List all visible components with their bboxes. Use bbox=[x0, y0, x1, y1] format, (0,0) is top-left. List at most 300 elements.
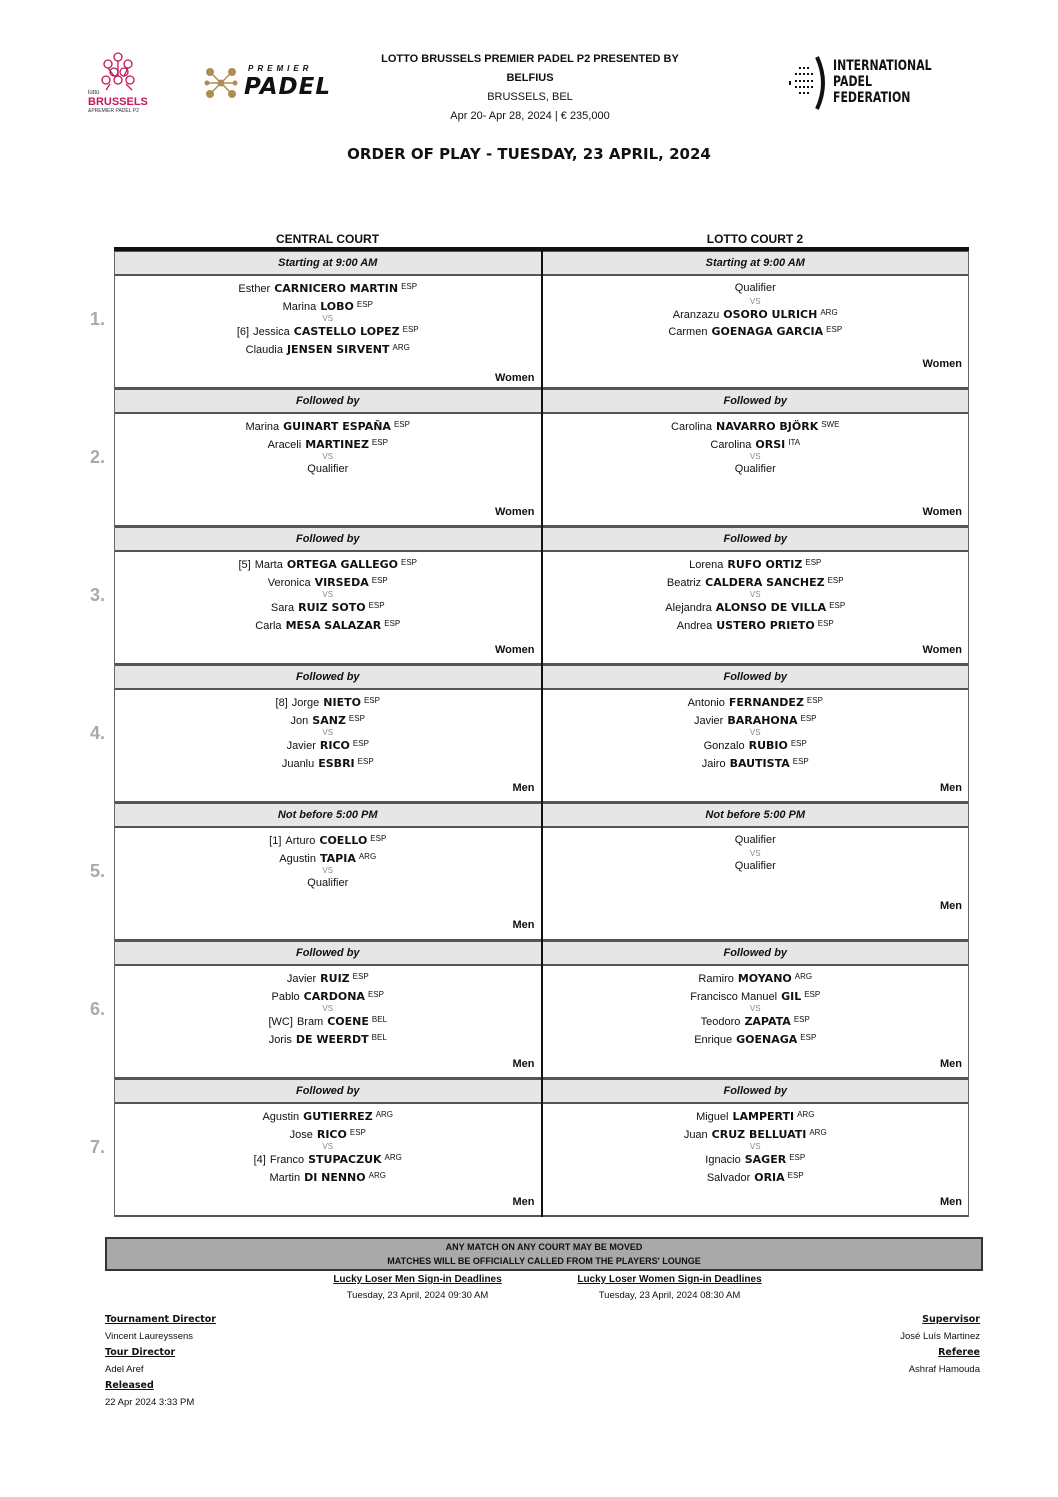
player-first-name: Agustin bbox=[262, 1111, 300, 1123]
player-country: ESP bbox=[401, 558, 418, 567]
player-country: ESP bbox=[829, 601, 846, 610]
slot-row bbox=[90, 251, 969, 389]
player-first-name: Teodoro bbox=[700, 1016, 741, 1028]
player-line bbox=[115, 712, 541, 730]
lucky-loser-men-deadline: Tuesday, 23 April, 2024 09:30 AM bbox=[346, 1290, 489, 1301]
player-country: ESP bbox=[790, 739, 807, 748]
player-line bbox=[115, 574, 541, 592]
player-country: ESP bbox=[806, 696, 823, 705]
vs-separator: VS bbox=[749, 296, 761, 306]
qualifier-placeholder: Qualifier bbox=[734, 282, 776, 294]
player-country: SWE bbox=[821, 420, 840, 429]
player-country: ESP bbox=[349, 1127, 366, 1137]
player-first-name: Agustin bbox=[279, 852, 316, 865]
central-court-match bbox=[114, 1079, 543, 1217]
tour-director-label: Tour Director bbox=[105, 1347, 176, 1358]
player-first-name: Aranzazu bbox=[672, 308, 720, 321]
player-line bbox=[543, 1108, 969, 1126]
brussels-logo bbox=[86, 50, 164, 116]
match-lines bbox=[115, 966, 541, 1048]
player-last-name: GOENAGA bbox=[736, 1032, 798, 1046]
player-country: BEL bbox=[371, 1032, 387, 1042]
match-time-bar: Not before 5:00 PM bbox=[115, 803, 541, 828]
player-country: ARG bbox=[384, 1153, 402, 1162]
slot-row bbox=[90, 1079, 969, 1217]
player-line bbox=[543, 574, 969, 592]
player-last-name: RUFO ORTIZ bbox=[727, 558, 803, 571]
player-line bbox=[543, 712, 969, 730]
vs-separator: VS bbox=[322, 314, 334, 323]
player-first-name: Esther bbox=[238, 283, 271, 295]
player-first-name: Marina bbox=[282, 300, 317, 313]
player-country: ESP bbox=[826, 325, 843, 334]
logo-lotto-text: lotto bbox=[88, 90, 100, 96]
tournament-location: BRUSSELS, BEL bbox=[487, 91, 573, 103]
player-last-name: ORSI bbox=[755, 437, 786, 451]
slot-row bbox=[90, 665, 969, 803]
player-line bbox=[115, 755, 541, 773]
player-last-name: VIRSEDA bbox=[314, 575, 369, 589]
tournament-director-label: Tournament Director bbox=[105, 1314, 216, 1325]
player-first-name: Beatriz bbox=[666, 576, 702, 589]
player-country: ESP bbox=[356, 299, 373, 309]
match-category: Men bbox=[940, 900, 962, 912]
logo-ipf-line3: FEDERATION bbox=[833, 90, 911, 106]
player-first-name: Miguel bbox=[696, 1111, 729, 1123]
player-last-name: NIETO bbox=[323, 696, 361, 709]
player-line bbox=[115, 298, 541, 316]
padel-star-icon bbox=[204, 66, 238, 100]
match-category: Men bbox=[512, 1196, 535, 1208]
player-line bbox=[543, 1151, 969, 1169]
match-cell bbox=[115, 276, 541, 389]
court-header-central: CENTRAL COURT bbox=[275, 232, 380, 246]
match-cell bbox=[543, 1104, 969, 1217]
match-cell bbox=[543, 690, 969, 803]
player-first-name: Enrique bbox=[694, 1033, 733, 1046]
player-country: ESP bbox=[363, 696, 380, 705]
match-cell bbox=[115, 1104, 541, 1217]
player-country: ARG bbox=[820, 307, 838, 317]
player-line bbox=[115, 694, 541, 712]
player-first-name: Jairo bbox=[701, 757, 726, 770]
match-lines bbox=[115, 276, 541, 358]
player-seed: [8] bbox=[275, 697, 288, 709]
player-country: BEL bbox=[371, 1015, 388, 1024]
player-seed: [WC] bbox=[268, 1016, 293, 1028]
slot-row bbox=[90, 389, 969, 527]
player-country: ARG bbox=[797, 1110, 815, 1119]
match-time-bar: Starting at 9:00 AM bbox=[115, 251, 541, 276]
player-last-name: RICO bbox=[319, 739, 350, 752]
player-line bbox=[115, 988, 541, 1006]
player-line bbox=[115, 1126, 541, 1144]
match-cell bbox=[115, 966, 541, 1079]
court-2-match bbox=[543, 941, 970, 1079]
court-2-match bbox=[543, 665, 970, 803]
player-country: ESP bbox=[352, 739, 369, 748]
qualifier-placeholder: Qualifier bbox=[307, 877, 349, 889]
player-last-name: ORTEGA GALLEGO bbox=[286, 558, 398, 571]
player-country: ESP bbox=[401, 282, 418, 291]
logo-premier-text: PREMIER bbox=[248, 64, 313, 73]
match-time-bar: Followed by bbox=[543, 527, 969, 552]
vs-separator: VS bbox=[322, 1142, 334, 1151]
vs-separator: VS bbox=[749, 452, 761, 461]
match-lines bbox=[543, 414, 969, 479]
match-cell bbox=[115, 414, 541, 527]
court-2-match bbox=[543, 527, 970, 665]
player-last-name: CALDERA SANCHEZ bbox=[705, 575, 825, 589]
player-first-name: Jorge bbox=[291, 697, 320, 709]
match-lines bbox=[115, 414, 541, 479]
player-first-name: Javier bbox=[693, 714, 724, 727]
ipf-racket-icon bbox=[785, 55, 829, 111]
player-country: ESP bbox=[393, 420, 410, 429]
officials-right bbox=[900, 1312, 980, 1378]
tournament-dates-prize: Apr 20- Apr 28, 2024 | € 235,000 bbox=[450, 110, 610, 122]
player-line bbox=[115, 556, 541, 574]
player-last-name: MARTINEZ bbox=[305, 437, 369, 451]
lucky-loser-men-heading: Lucky Loser Men Sign-in Deadlines bbox=[333, 1274, 502, 1285]
player-line bbox=[543, 617, 969, 635]
officials-left bbox=[105, 1312, 216, 1411]
match-cell bbox=[543, 828, 969, 941]
player-first-name: Gonzalo bbox=[703, 740, 745, 752]
player-line bbox=[543, 1169, 969, 1187]
central-court-match bbox=[114, 251, 543, 389]
match-category: Women bbox=[494, 372, 535, 384]
match-lines bbox=[543, 828, 969, 875]
lucky-loser-women-heading: Lucky Loser Women Sign-in Deadlines bbox=[577, 1274, 762, 1285]
player-country: ESP bbox=[367, 989, 384, 999]
player-last-name: RUBIO bbox=[748, 739, 788, 752]
match-category: Men bbox=[940, 1058, 962, 1070]
player-last-name: BARAHONA bbox=[727, 713, 798, 727]
lucky-loser-men bbox=[300, 1273, 535, 1301]
match-cell bbox=[115, 552, 541, 665]
player-first-name: Francisco Manuel bbox=[690, 990, 778, 1003]
court-2-match bbox=[543, 251, 970, 389]
player-first-name: Veronica bbox=[267, 576, 311, 589]
player-last-name: JENSEN SIRVENT bbox=[286, 342, 390, 356]
player-first-name: Andrea bbox=[676, 619, 713, 632]
qualifier-placeholder: Qualifier bbox=[734, 463, 776, 475]
player-last-name: COELLO bbox=[319, 834, 368, 847]
player-line bbox=[543, 694, 969, 712]
match-lines bbox=[543, 1104, 969, 1186]
tournament-header bbox=[330, 50, 730, 126]
player-first-name: Lorena bbox=[689, 559, 724, 571]
player-first-name: Pablo bbox=[271, 990, 300, 1003]
player-country: ESP bbox=[352, 972, 369, 981]
player-first-name: Claudia bbox=[245, 343, 283, 356]
slot-number: 6. bbox=[90, 999, 106, 1019]
match-category: Men bbox=[512, 919, 535, 931]
player-last-name: MESA SALAZAR bbox=[285, 618, 382, 632]
released-value: 22 Apr 2024 3:33 PM bbox=[105, 1396, 195, 1408]
match-cell bbox=[115, 828, 541, 941]
match-category: Men bbox=[512, 1058, 535, 1070]
player-last-name: LAMPERTI bbox=[732, 1110, 795, 1123]
player-country: ITA bbox=[788, 437, 801, 447]
player-last-name: CARDONA bbox=[303, 989, 365, 1003]
player-last-name: DE WEERDT bbox=[295, 1032, 369, 1046]
match-time-bar: Followed by bbox=[115, 941, 541, 966]
player-country: ARG bbox=[809, 1127, 827, 1137]
match-lines bbox=[115, 690, 541, 772]
match-time-bar: Followed by bbox=[115, 1079, 541, 1104]
player-last-name: GUTIERREZ bbox=[303, 1110, 373, 1123]
player-first-name: Jose bbox=[289, 1128, 313, 1141]
player-last-name: BAUTISTA bbox=[729, 756, 790, 770]
player-first-name: Carla bbox=[255, 619, 282, 632]
notice-line1: ANY MATCH ON ANY COURT MAY BE MOVED bbox=[445, 1242, 643, 1252]
match-lines bbox=[543, 966, 969, 1048]
player-first-name: Jessica bbox=[253, 326, 290, 338]
player-last-name: COENE bbox=[327, 1015, 369, 1028]
logo-padel-text: PADEL bbox=[244, 74, 332, 100]
player-last-name: FERNANDEZ bbox=[728, 696, 804, 709]
player-last-name: ORIA bbox=[754, 1170, 785, 1184]
match-category: Men bbox=[940, 1196, 962, 1208]
player-country: ARG bbox=[358, 851, 377, 861]
player-last-name: ALONSO DE VILLA bbox=[715, 601, 827, 614]
slot-number: 5. bbox=[90, 861, 106, 881]
match-category: Men bbox=[512, 782, 535, 794]
player-last-name: CARNICERO MARTIN bbox=[274, 282, 399, 295]
player-line bbox=[115, 617, 541, 635]
tournament-name-line1: LOTTO BRUSSELS PREMIER PADEL P2 PRESENTED BY bbox=[381, 53, 679, 65]
player-country: ESP bbox=[800, 1032, 817, 1042]
player-country: ESP bbox=[827, 575, 844, 585]
player-country: ESP bbox=[368, 601, 385, 610]
player-first-name: Marta bbox=[254, 559, 283, 571]
slot-row bbox=[90, 527, 969, 665]
logo-p2-text: &PREMIER PADEL P2 bbox=[88, 108, 139, 114]
player-line bbox=[543, 988, 969, 1006]
central-court-match bbox=[114, 941, 543, 1079]
player-last-name: STUPACZUK bbox=[308, 1153, 382, 1166]
player-first-name: Alejandra bbox=[665, 602, 712, 614]
player-line bbox=[115, 341, 541, 359]
player-line bbox=[115, 1151, 541, 1169]
logo-brussels-text: BRUSSELS bbox=[88, 96, 148, 108]
player-seed: [6] bbox=[236, 326, 250, 338]
player-country: ESP bbox=[792, 756, 809, 766]
player-country: ESP bbox=[800, 713, 817, 723]
slot-number: 4. bbox=[90, 723, 106, 743]
match-cell bbox=[115, 690, 541, 803]
released-label: Released bbox=[105, 1380, 154, 1391]
match-time-bar: Followed by bbox=[543, 665, 969, 690]
player-line bbox=[115, 850, 541, 868]
player-country: ARG bbox=[375, 1110, 394, 1119]
player-first-name: Antonio bbox=[687, 697, 725, 709]
player-country: ESP bbox=[817, 618, 834, 628]
player-country: ESP bbox=[357, 756, 374, 766]
match-lines bbox=[543, 690, 969, 772]
player-line bbox=[543, 323, 969, 341]
match-category: Women bbox=[922, 506, 962, 518]
match-category: Women bbox=[922, 358, 962, 370]
player-first-name: Sara bbox=[270, 602, 295, 614]
match-cell bbox=[543, 552, 969, 665]
player-country: ESP bbox=[371, 575, 388, 585]
player-seed: [1] bbox=[269, 835, 282, 847]
match-time-bar: Starting at 9:00 AM bbox=[543, 251, 969, 276]
player-last-name: USTERO PRIETO bbox=[716, 618, 815, 632]
slot-row bbox=[90, 941, 969, 1079]
player-line bbox=[115, 970, 541, 988]
central-court-match bbox=[114, 527, 543, 665]
notice-banner bbox=[105, 1237, 983, 1271]
player-line bbox=[543, 970, 969, 988]
player-country: ESP bbox=[804, 989, 821, 999]
match-time-bar: Followed by bbox=[543, 941, 969, 966]
player-first-name: Marina bbox=[245, 421, 280, 433]
notice-line2: MATCHES WILL BE OFFICIALLY CALLED FROM THE PLAYERS' LOUNGE bbox=[387, 1256, 701, 1266]
player-line bbox=[115, 436, 541, 454]
vs-separator: VS bbox=[749, 1142, 761, 1151]
match-cell bbox=[543, 966, 969, 1079]
vs-separator: VS bbox=[322, 1004, 334, 1013]
player-country: ARG bbox=[368, 1170, 386, 1180]
player-country: ESP bbox=[787, 1170, 804, 1180]
vs-separator: VS bbox=[322, 866, 334, 875]
slot-number: 7. bbox=[90, 1137, 106, 1157]
supervisor-label: Supervisor bbox=[922, 1314, 980, 1325]
match-time-bar: Followed by bbox=[543, 389, 969, 414]
player-country: ARG bbox=[794, 972, 813, 981]
player-last-name: GUINART ESPAÑA bbox=[283, 420, 391, 433]
player-first-name: Joris bbox=[268, 1033, 292, 1046]
match-cell bbox=[543, 276, 969, 389]
slot-number: 2. bbox=[90, 447, 106, 467]
player-first-name: Franco bbox=[269, 1154, 305, 1166]
player-first-name: Martin bbox=[269, 1171, 301, 1184]
player-first-name: Salvador bbox=[706, 1171, 751, 1184]
player-last-name: SAGER bbox=[744, 1153, 787, 1166]
match-category: Women bbox=[494, 644, 535, 656]
player-first-name: Ignacio bbox=[705, 1154, 741, 1166]
vs-separator: VS bbox=[749, 590, 761, 599]
logo-ipf-line2: PADEL bbox=[833, 74, 872, 90]
order-of-play-grid bbox=[90, 247, 969, 1217]
player-last-name: OSORO ULRICH bbox=[723, 307, 818, 321]
tournament-director-name: Vincent Laureyssens bbox=[105, 1330, 194, 1342]
player-line bbox=[115, 832, 541, 850]
central-court-match bbox=[114, 803, 543, 941]
vs-separator: VS bbox=[322, 728, 334, 737]
player-first-name: Javier bbox=[286, 740, 316, 752]
player-first-name: Javier bbox=[286, 973, 317, 985]
player-line bbox=[115, 1031, 541, 1049]
slot-number: 3. bbox=[90, 585, 106, 605]
court-2-match bbox=[543, 389, 970, 527]
vs-separator: VS bbox=[749, 848, 761, 858]
central-court-match bbox=[114, 665, 543, 803]
match-lines bbox=[543, 552, 969, 634]
player-first-name: Araceli bbox=[267, 438, 302, 451]
player-last-name: RUIZ SOTO bbox=[298, 601, 366, 614]
player-last-name: SANZ bbox=[312, 713, 346, 727]
player-seed: [5] bbox=[238, 559, 251, 571]
player-country: ESP bbox=[805, 558, 822, 567]
player-first-name: Carolina bbox=[671, 421, 713, 433]
player-line bbox=[543, 418, 969, 436]
player-first-name: Ramiro bbox=[698, 973, 734, 985]
player-country: ESP bbox=[402, 325, 419, 334]
qualifier-placeholder: Qualifier bbox=[734, 834, 776, 846]
player-line bbox=[543, 755, 969, 773]
player-country: ESP bbox=[348, 713, 365, 723]
match-time-bar: Followed by bbox=[115, 527, 541, 552]
tournament-name-line2: BELFIUS bbox=[506, 72, 554, 84]
referee-label: Referee bbox=[938, 1347, 980, 1358]
player-line bbox=[543, 556, 969, 574]
player-last-name: DI NENNO bbox=[304, 1170, 366, 1184]
player-first-name: Carolina bbox=[710, 438, 752, 451]
supervisor-name: José Luís Martinez bbox=[900, 1330, 980, 1342]
player-country: ESP bbox=[793, 1015, 810, 1024]
player-line bbox=[543, 1013, 969, 1031]
player-country: ESP bbox=[789, 1153, 806, 1162]
player-line bbox=[543, 436, 969, 454]
player-line bbox=[115, 1013, 541, 1031]
qualifier-placeholder: Qualifier bbox=[734, 859, 776, 872]
player-line bbox=[115, 418, 541, 436]
match-lines bbox=[115, 1104, 541, 1186]
player-last-name: GOENAGA GARCIA bbox=[711, 325, 824, 338]
court-2-match bbox=[543, 1079, 970, 1217]
match-lines bbox=[115, 552, 541, 634]
match-time-bar: Followed by bbox=[543, 1079, 969, 1104]
vs-separator: VS bbox=[749, 1004, 761, 1013]
player-first-name: Juanlu bbox=[281, 757, 315, 770]
match-category: Men bbox=[940, 782, 962, 794]
player-line bbox=[115, 280, 541, 298]
player-line bbox=[543, 306, 969, 324]
player-country: ESP bbox=[370, 834, 387, 843]
vs-separator: VS bbox=[322, 590, 334, 599]
player-last-name: GIL bbox=[781, 989, 802, 1003]
court-2-match bbox=[543, 803, 970, 941]
player-last-name: MOYANO bbox=[737, 972, 792, 985]
player-seed: [4] bbox=[253, 1154, 266, 1166]
player-first-name: Arturo bbox=[285, 835, 316, 847]
player-first-name: Juan bbox=[683, 1128, 708, 1141]
match-lines bbox=[115, 828, 541, 893]
player-last-name: ESBRI bbox=[318, 756, 355, 770]
player-line bbox=[115, 599, 541, 617]
tour-director-name: Adel Aref bbox=[105, 1363, 144, 1375]
match-time-bar: Followed by bbox=[115, 389, 541, 414]
player-line bbox=[543, 599, 969, 617]
slot-number: 1. bbox=[90, 309, 106, 329]
ipf-logo bbox=[785, 55, 935, 111]
player-country: ESP bbox=[384, 618, 401, 628]
player-line bbox=[543, 1031, 969, 1049]
vs-separator: VS bbox=[322, 452, 334, 461]
player-line bbox=[543, 1126, 969, 1144]
player-last-name: LOBO bbox=[320, 299, 354, 313]
player-last-name: NAVARRO BJÖRK bbox=[716, 420, 819, 433]
player-line bbox=[543, 737, 969, 755]
match-time-bar: Not before 5:00 PM bbox=[543, 803, 969, 828]
match-lines bbox=[543, 276, 969, 341]
match-cell bbox=[543, 414, 969, 527]
